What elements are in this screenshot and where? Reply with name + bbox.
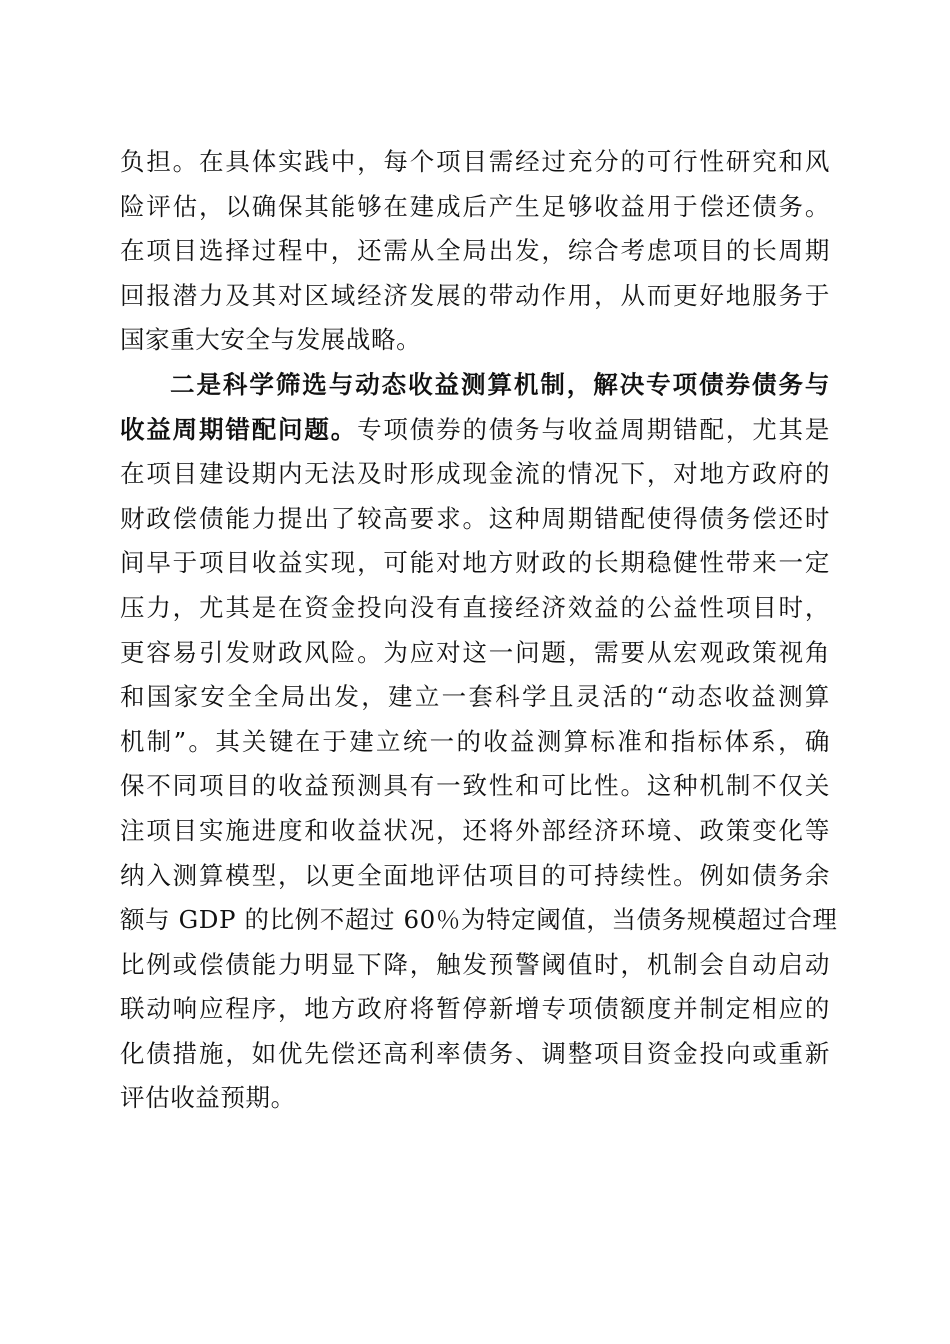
text-line: 额与 GDP 的比例不超过 60％为特定阈值，当债务规模超过合理 — [120, 905, 838, 935]
text-line: 压力，尤其是在资金投向没有直接经济效益的公益性项目时， — [120, 592, 830, 622]
text-line: 机制”。其关键在于建立统一的收益测算标准和指标体系，确 — [120, 726, 830, 756]
text-line: 注项目实施进度和收益状况，还将外部经济环境、政策变化等 — [120, 815, 830, 845]
text-line: 更容易引发财政风险。为应对这一问题，需要从宏观政策视角 — [120, 637, 830, 667]
text-line — [120, 408, 830, 453]
text-line-rest: 专项债券的债务与收益周期错配，尤其是 — [357, 414, 830, 444]
text-line: 比例或偿债能力明显下降，触发预警阈值时，机制会自动启动 — [120, 949, 830, 979]
text-line: 评估收益预期。 — [120, 1083, 296, 1113]
paragraph-2 — [120, 363, 838, 1121]
text-line: 负担。在具体实践中，每个项目需经过充分的可行性研究和风 — [120, 147, 830, 176]
paragraph-1 — [120, 140, 830, 363]
text-line: 财政偿债能力提出了较高要求。这种周期错配使得债务偿还时 — [120, 503, 830, 533]
section-heading-continued: 收益周期错配问题。 — [120, 414, 358, 444]
document-page — [120, 140, 838, 1121]
text-line: 险评估，以确保其能够在建成后产生足够收益用于偿还债务。 — [120, 191, 830, 221]
text-line: 回报潜力及其对区域经济发展的带动作用，从而更好地服务于 — [120, 280, 830, 310]
text-line: 联动响应程序，地方政府将暂停新增专项债额度并制定相应的 — [120, 994, 830, 1024]
text-line: 和国家安全全局出发，建立一套科学且灵活的“动态收益测算 — [120, 682, 830, 712]
text-line: 保不同项目的收益预测具有一致性和可比性。这种机制不仅关 — [120, 771, 830, 801]
text-line: 间早于项目收益实现，可能对地方财政的长期稳健性带来一定 — [120, 548, 830, 578]
text-line: 国家重大安全与发展战略。 — [120, 325, 422, 355]
text-line: 在项目选择过程中，还需从全局出发，综合考虑项目的长周期 — [120, 236, 830, 266]
text-line: 纳入测算模型，以更全面地评估项目的可持续性。例如债务余 — [120, 860, 830, 890]
section-heading: 二是科学筛选与动态收益测算机制，解决专项债券债务与 — [170, 369, 830, 399]
text-line: 在项目建设期内无法及时形成现金流的情况下，对地方政府的 — [120, 459, 830, 489]
text-line: 化债措施，如优先偿还高利率债务、调整项目资金投向或重新 — [120, 1038, 830, 1068]
